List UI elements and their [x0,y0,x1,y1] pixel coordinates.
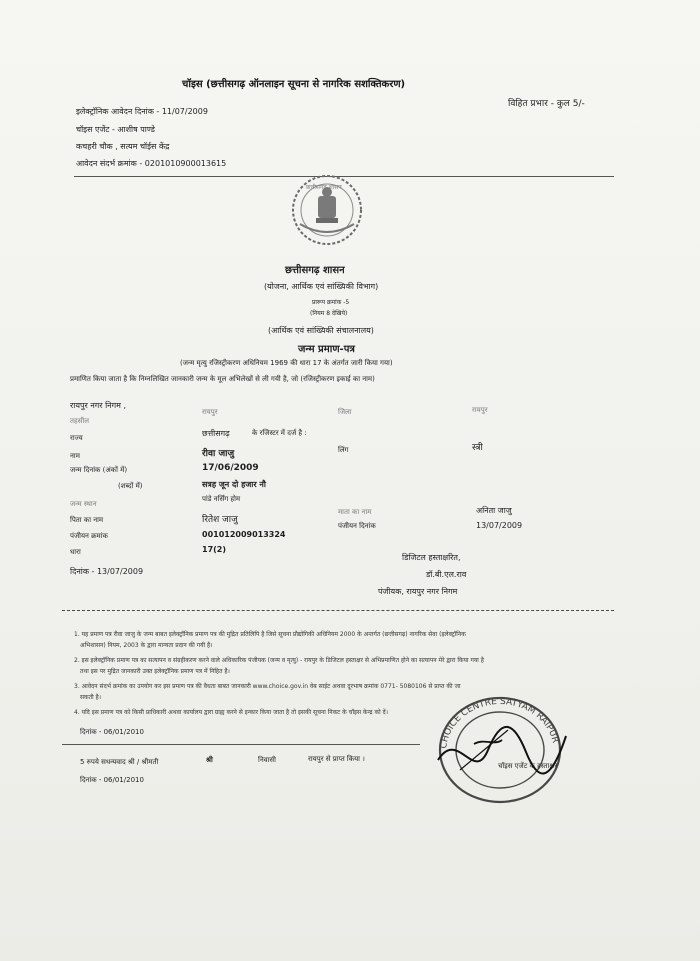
mother-label: माता का नाम [338,508,372,516]
certify-text: प्रमाणित किया जाता है कि निम्नलिखित जानकारी जन्म के मूल अभिलेखों से ली गयी है, जो (रजिस्ट्रीकरण इकाई का नाम) [70,375,375,383]
state-label: राज्य [70,434,83,442]
name-label: नाम [70,452,80,460]
receipt-resident: निवासी [258,756,276,764]
note-1b: अभिशासन) नियम, 2003 के द्वारा मान्यता प्रदान की गयी है। [80,642,213,649]
emblem-caption: छत्तीसगढ़ शासन [306,184,342,191]
signatory-name: डॉ.बी.एल.राव [426,570,467,579]
reference-number: आवेदन संदर्भ क्रमांक - 0201010900013615 [76,159,227,168]
reg-date-label: पंजीयन दिनांक [338,522,376,530]
dob-digits-value: 17/06/2009 [202,463,259,473]
department-name: (योजना, आर्थिक एवं सांख्यिकी विभाग) [264,282,379,291]
agent-signature [430,700,580,794]
dob-words-label: (शब्दों में) [118,482,143,490]
receipt-shri: श्री [206,756,213,764]
agent-signature-label: चॉइस एजेंट के हस्ताक्षर [498,762,558,770]
fee-text: विहित प्रभार - कुल 5/- [508,99,585,109]
receipt-divider [62,744,420,745]
center-name: कचहरी चौक , सत्यम चॉईस केंद्र [76,142,170,151]
note-3a: 3. आवेदन संदर्भ क्रमांक का उपयोग कर इस प्रमाण पत्र की वैधता बाबत जानकारी www.choice.gov.in वेब साईट अथवा दूरभाष क्रमांक 0771- 5080106 से प्राप्त की जा [74,683,461,690]
rule-reference: (नियम 8 देखिये) [310,310,348,317]
section-value: 17(2) [202,545,227,554]
header-title: चॉइस (छत्तीसगढ़ ऑनलाइन सूचना से नागरिक सशक्तिकरण) [182,79,406,90]
father-label: पिता का नाम [70,516,104,524]
sex-value: स्त्री [472,443,483,453]
district-label: जिला [338,408,352,416]
tehsil-label: तहसील [70,417,89,425]
name-value: रीवा जाजु [202,449,235,459]
signatory-line1: डिजिटल हस्ताक्षरित, [402,553,461,562]
registration-unit: रायपुर नगर निगम , [70,401,126,410]
stamp-text: CHOICE CENTRE SATYAM RAIPUR [439,696,560,750]
date-line: दिनांक - 06/01/2010 [80,728,144,736]
receipt-received: रायपुर से प्राप्त किया । [308,755,365,763]
sex-label: लिंग [338,446,349,454]
mother-value: अनिता जाजु [476,506,512,515]
certificate-title: जन्म प्रमाण-पत्र [298,344,355,355]
signatory-designation: पंजीयक, रायपुर नगर निगम [378,587,458,596]
notes-divider [62,610,614,611]
reg-no-label: पंजीयन क्रमांक [70,532,108,540]
district-value: रायपुर [472,406,488,414]
directorate-name: (आर्थिक एवं सांख्यिकी संचालनालय) [268,326,374,335]
note-4: 4. यदि इस प्रमाण पत्र को किसी प्राधिकारी अथवा कार्यालय द्वारा ग्राह्य करने से इन्कार किया जाता है तो इसकी सूचना निकट के चॉइस केन्द्र को दें। [74,709,388,716]
register-note: के रजिस्टर में दर्ज है : [252,429,307,437]
note-3b: सकती है। [80,694,102,701]
state-value: छत्तीसगढ़ [202,429,230,438]
note-1a: 1. यह प्रमाण पत्र रीवा जाजु के जन्म बाबत इलेक्ट्रॉनिक प्रमाण पत्र की मुद्रित प्रतिलिपि है जिसे सूचना प्रौद्योगिकी अधिनियम 2000 के अन्तर्गत (छत्तीसगढ़) नागरिक सेवा (इलेक्ट्रॉनिक [74,631,466,638]
act-reference: (जन्म मृत्यु रजिस्ट्रीकरण अधिनियम 1969 की धारा 17 के अंतर्गत जारी किया गया) [180,359,393,367]
note-2a: 2. इस इलेक्ट्रॉनिक प्रमाण पत्र का सत्यापन व संग्रहीकरण करने वाले अधिकारिक पंजीयक (जन्म व मृत्यु) - रायपुर के डिजिटल हस्ताक्षर से अभिप्रमाणित होने का सत्यापन मेरे द्वारा किया गया है [74,657,484,664]
dob-words-value: सत्रह जून दो हजार नौ [202,480,266,489]
form-number: प्रारूप क्रमांक -5 [312,299,350,306]
birthplace-value: पांडे नर्सिंग होम [202,495,241,503]
birthplace-label: जन्म स्थान [70,500,97,508]
section-label: धारा [70,548,81,556]
receipt-date: दिनांक - 06/01/2010 [80,776,144,784]
father-value: रितेश जाजु [202,515,238,525]
reg-no-value: 001012009013324 [202,530,286,539]
agent-name: चॉइस एजेंट - आशीष पाण्डे [76,125,155,134]
application-date: इलेक्ट्रॉनिक आवेदन दिनांक - 11/07/2009 [76,107,208,116]
issue-date: दिनांक - 13/07/2009 [70,567,144,576]
reg-date-value: 13/07/2009 [476,521,523,530]
note-2b: तथा इस पर मुद्रित जानकारी उक्त इलेक्ट्रॉनिक प्रमाण पत्र में निहित है। [80,668,230,675]
government-title: छत्तीसगढ़ शासन [285,265,345,276]
receipt-amount: 5 रुपये सधन्यवाद श्री / श्रीमती [80,758,159,766]
dob-digits-label: जन्म दिनांक (अंकों में) [70,466,128,474]
tehsil-value: रायपुर [202,408,218,416]
